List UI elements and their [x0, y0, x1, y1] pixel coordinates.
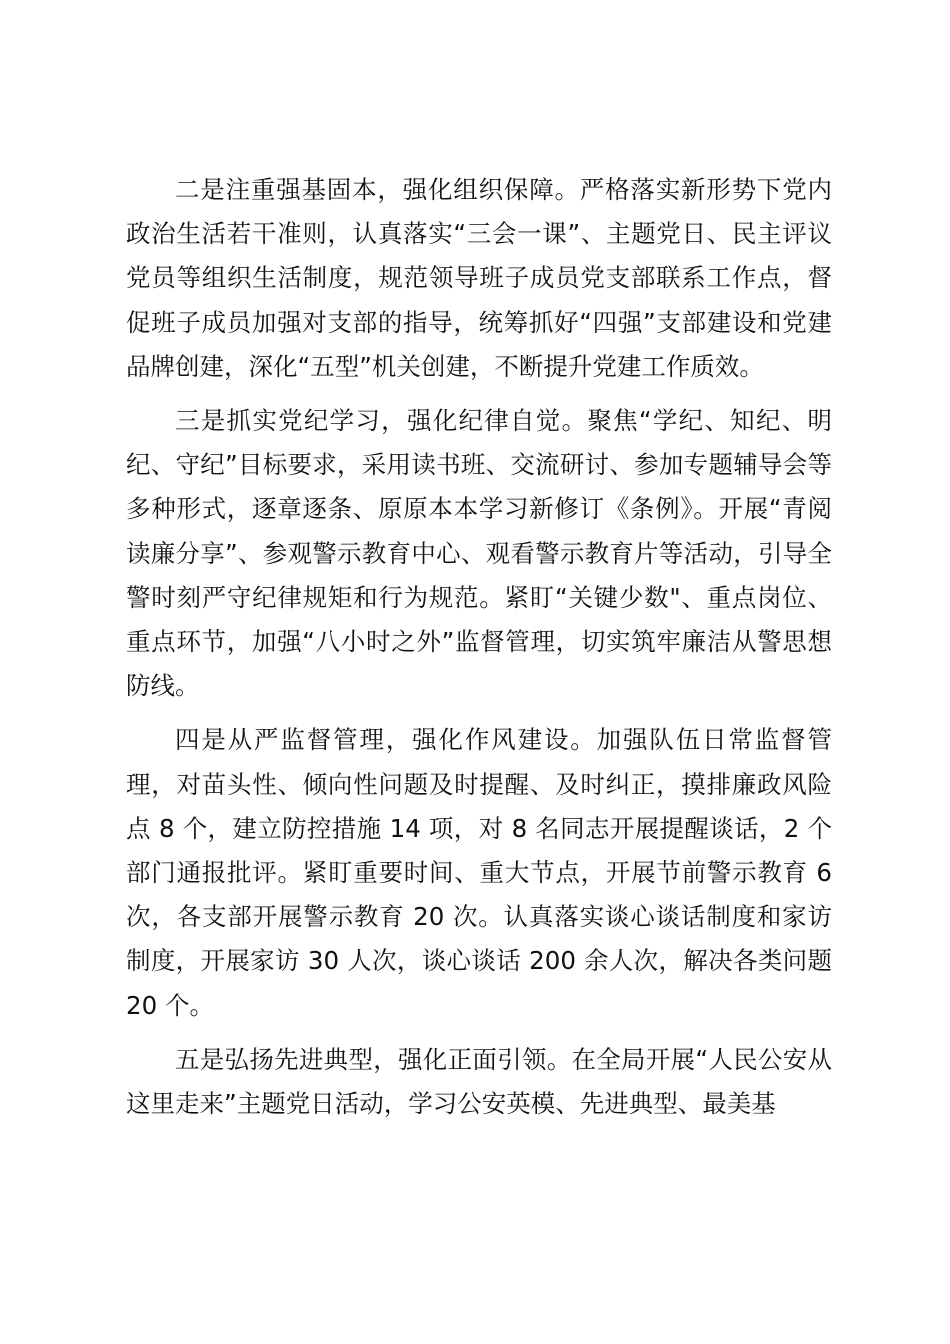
paragraph-organization-guarantee: 二是注重强基固本，强化组织保障。严格落实新形势下党内政治生活若干准则，认真落实“三会一课”、主题党日、民主评议党员等组织生活制度，规范领导班子成员党支部联系工作点，督促班子成员加强对支部的指导，统筹抓好“四强”支部建设和党建品牌创建，深化“五型”机关创建，不断提升党建工作质效。	[126, 175, 832, 381]
paragraph-strict-supervision: 四是从严监督管理，强化作风建设。加强队伍日常监督管理，对苗头性、倾向性问题及时提醒、及时纠正，摸排廉政风险点 8 个，建立防控措施 14 项，对 8 名同志开展提醒谈话，2 个部门通报批评。紧盯重要时间、重大节点，开展节前警示教育 6 次，各支部开展警示教育 20 次。认真落实谈心谈话制度和家访制度，开展家访 30 人次，谈心谈话 200 余人次，解决各类问题 20 个。	[126, 725, 832, 1020]
document-body	[126, 168, 832, 1136]
paragraph-party-discipline-study: 三是抓实党纪学习，强化纪律自觉。聚焦“学纪、知纪、明纪、守纪”目标要求，采用读书班、交流研讨、参加专题辅导会等多种形式，逐章逐条、原原本本学习新修订《条例》。开展“青阅读廉分享”、参观警示教育中心、观看警示教育片等活动，引导全警时刻严守纪律规矩和行为规范。紧盯“关键少数"、重点岗位、重点环节，加强“八小时之外”监督管理，切实筑牢廉洁从警思想防线。	[126, 406, 832, 701]
paragraph-advanced-models: 五是弘扬先进典型，强化正面引领。在全局开展“人民公安从这里走来”主题党日活动，学习公安英模、先进典型、最美基	[126, 1044, 832, 1119]
